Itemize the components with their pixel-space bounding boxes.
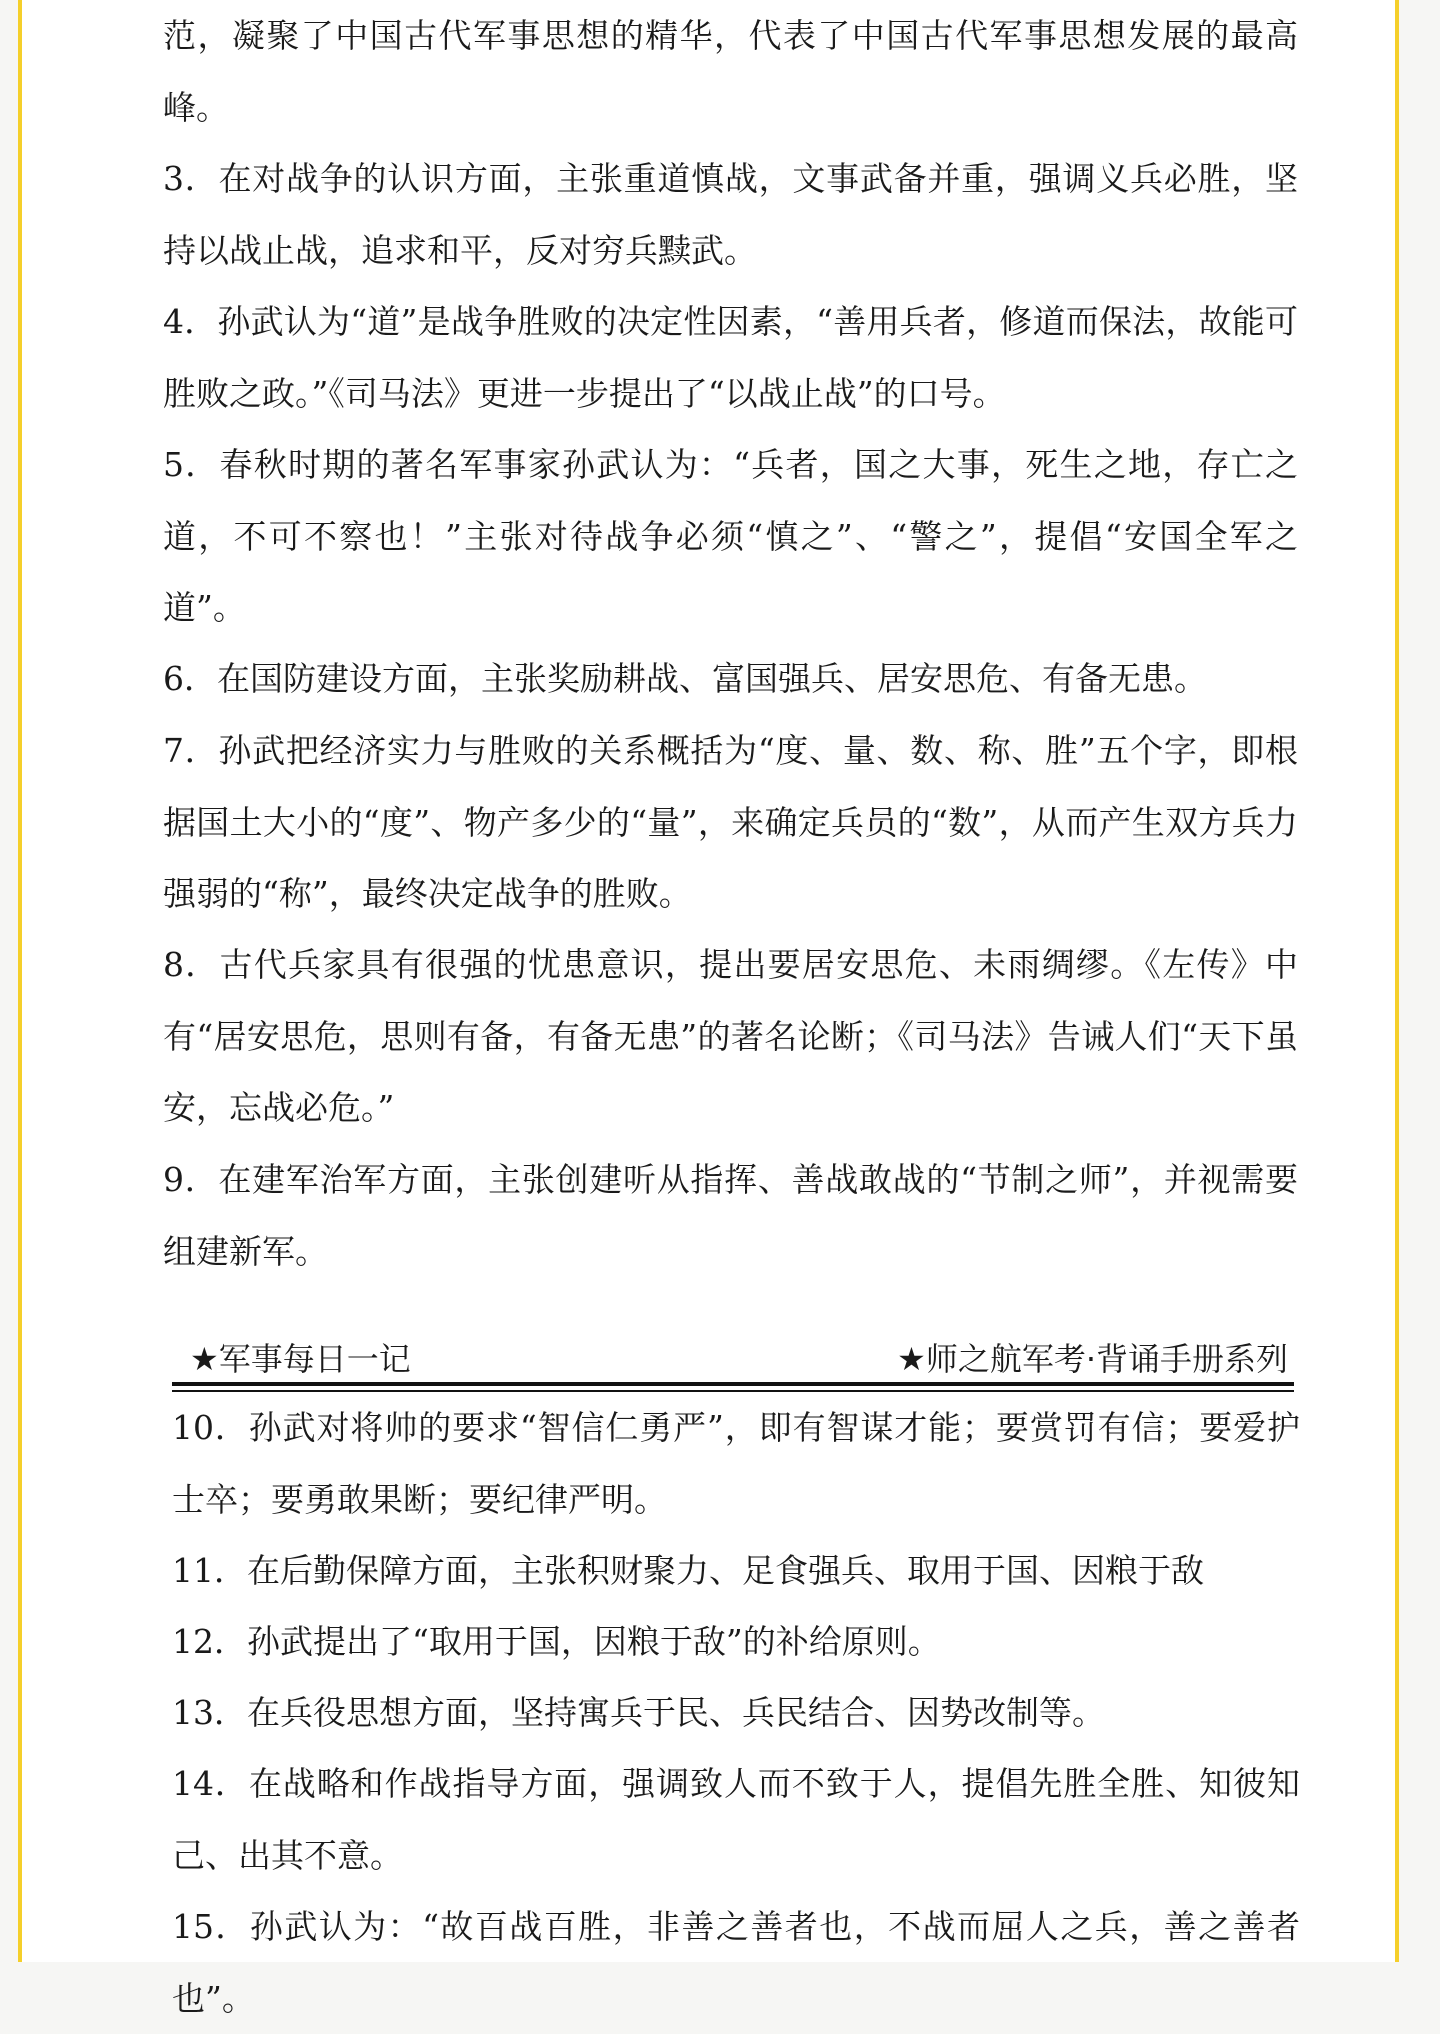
paragraph-item-7: 7．孙武把经济实力与胜败的关系概括为“度、量、数、称、胜”五个字，即根据国土大小的“度”、物产多少的“量”，来确定兵员的“数”，从而产生双方兵力强弱的“称”，最终决定战争的胜败。 bbox=[163, 731, 1298, 913]
paragraph-item-13: 13．在兵役思想方面，坚持寓兵于民、兵民结合、因势改制等。 bbox=[172, 1693, 1105, 1732]
paragraph-continuation: 范，凝聚了中国古代军事思想的精华，代表了中国古代军事思想发展的最高峰。 bbox=[163, 16, 1298, 127]
paragraph-item-3: 3．在对战争的认识方面，主张重道慎战，文事武备并重，强调义兵必胜，坚持以战止战，追求和平，反对穷兵黩武。 bbox=[163, 159, 1298, 270]
header-left-title: ★军事每日一记 bbox=[190, 1340, 411, 1378]
header-rule-thick bbox=[172, 1382, 1294, 1386]
right-border-line bbox=[1395, 0, 1399, 1962]
page-header bbox=[172, 1328, 1294, 1388]
paragraph-item-8: 8．古代兵家具有很强的忧患意识，提出要居安思危、未雨绸缪。《左传》中有“居安思危，思则有备，有备无患”的著名论断；《司马法》告诫人们“天下虽安，忘战必危。” bbox=[163, 945, 1298, 1127]
paragraph-item-4: 4．孙武认为“道”是战争胜败的决定性因素，“善用兵者，修道而保法，故能可胜败之政。”《司马法》更进一步提出了“以战止战”的口号。 bbox=[163, 302, 1298, 413]
paragraph-item-14: 14．在战略和作战指导方面，强调致人而不致于人，提倡先胜全胜、知彼知己、出其不意。 bbox=[172, 1764, 1300, 1875]
paragraph-item-11: 11．在后勤保障方面，主张积财聚力、足食强兵、取用于国、因粮于敌 bbox=[172, 1551, 1204, 1590]
paragraph-item-12: 12．孙武提出了“取用于国，因粮于敌”的补给原则。 bbox=[172, 1622, 941, 1661]
paragraph-item-6: 6．在国防建设方面，主张奖励耕战、富国强兵、居安思危、有备无患。 bbox=[163, 659, 1207, 698]
paragraph-item-5: 5．春秋时期的著名军事家孙武认为：“兵者，国之大事，死生之地，存亡之道，不可不察也！”主张对待战争必须“慎之”、“警之”，提倡“安国全军之道”。 bbox=[163, 445, 1298, 627]
paragraph-item-15: 15．孙武认为：“故百战百胜，非善之善者也，不战而屈人之兵，善之善者也”。 bbox=[172, 1907, 1300, 2018]
header-right-title: ★师之航军考·背诵手册系列 bbox=[897, 1340, 1288, 1378]
paragraph-item-10: 10．孙武对将帅的要求“智信仁勇严”，即有智谋才能；要赏罚有信；要爱护士卒；要勇敢果断；要纪律严明。 bbox=[172, 1408, 1300, 1519]
paragraph-item-9: 9．在建军治军方面，主张创建听从指挥、善战敢战的“节制之师”，并视需要组建新军。 bbox=[163, 1160, 1298, 1271]
